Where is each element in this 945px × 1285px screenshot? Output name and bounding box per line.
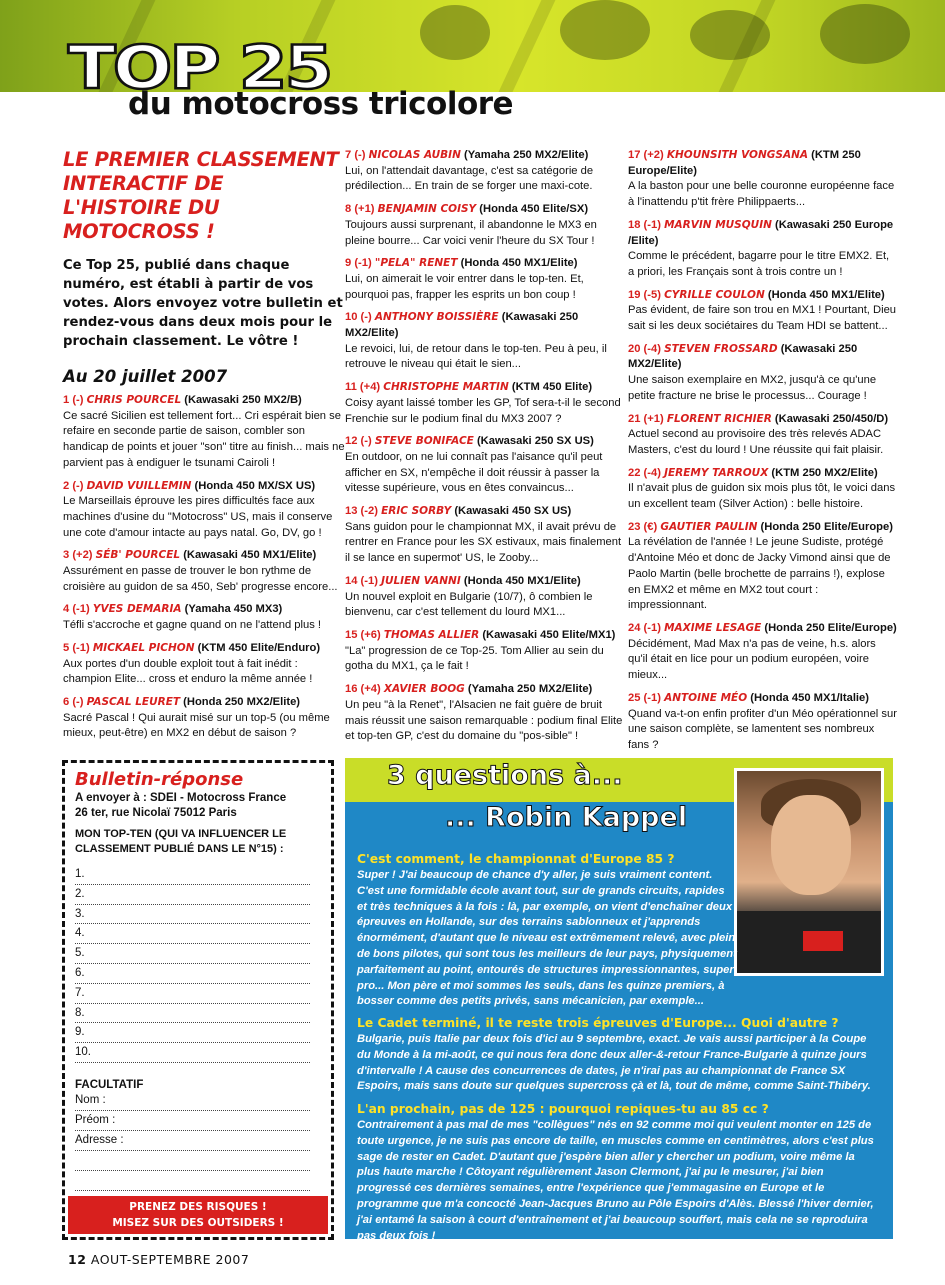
ranking-entry: 13 (-2) ERIC SORBY (Kawasaki 450 SX US) Sans guidon pour le championnat MX, il avait prévu de rentrer en France pour les SX estivaux, mais finalement il se lance en supermot' US, le Zooby... <box>345 505 622 565</box>
rider-silhouette <box>690 10 770 60</box>
answer: Super ! J'ai beaucoup de chance d'y aller, je suis vraiment content. C'est une formidable école avant tout, sur de grands circuits, rapides et très techniques à la fois : là, par exemple, on vient d'enchaîner deux épreuves en Hollande, sur des terrains sablonneux et j'apprends énormément, d'autant que le niveau est extrêmement relevé, avec plein de bons pilotes, qui sont tous les meilleurs de leur pays, physiquement parfaitement au point, entourés de structures impressionnantes, super pro... Mon père et moi sommes les seuls, dans les quinze premiers, à bosser comme des petits privés, sans mécanicien, par exemple... <box>357 869 737 1008</box>
outsiders-banner <box>68 1196 328 1234</box>
cta-line: MISEZ SUR DES OUTSIDERS ! <box>112 1217 284 1229</box>
bulletin-topten-label: MON TOP-TEN (QUI VA INFLUENCER LE CLASSEMENT PUBLIÉ DANS LE N°15) : <box>75 828 287 855</box>
photo-logo <box>803 931 843 951</box>
ranking-entry: 7 (-) NICOLAS AUBIN (Yamaha 250 MX2/Elite) Lui, on l'attendait davantage, c'est sa catégorie de prédilection... En train de se forger une maxi-cote. <box>345 149 594 193</box>
ranking-entry: 17 (+2) KHOUNSITH VONGSANA (KTM 250 Europe/Elite) A la baston pour une belle couronne européenne face à l'inattendu p'tit frère Philippaerts... <box>628 149 895 209</box>
intro-text: Ce Top 25, publié dans chaque numéro, est établi à partir de vos votes. Alors envoyez votre bulletin et rendez-vous dans deux mois pour le prochain classement. Le vôtre ! <box>63 258 343 349</box>
bulletin-address: A envoyer à : SDEI - Motocross France <box>75 792 287 804</box>
facultatif-label: FACULTATIF <box>75 1078 144 1091</box>
ranking-entry: 10 (-) ANTHONY BOISSIÈRE (Kawasaki 250 MX2/Elite) Le revoici, lui, de retour dans le top-ten. Peu à peu, il retrouve le niveau qui était le sien... <box>345 311 607 371</box>
ranking-entry: 12 (-) STEVE BONIFACE (Kawasaki 250 SX US) En outdoor, on ne lui connaît pas l'aisance qu'il peut afficher en SX, n'empêche il doit réussir à passer la vitesse supérieure, vous en êtes convaincus... <box>345 435 603 495</box>
address-field-line[interactable] <box>75 1151 310 1171</box>
rider-silhouette <box>820 4 910 64</box>
firstname-field[interactable]: Préom : <box>75 1111 310 1131</box>
bulletin-reponse-form <box>62 760 334 1240</box>
qa-block <box>357 1100 877 1244</box>
ranking-entry: 25 (-1) ANTOINE MÉO (Honda 450 MX1/Italie) Quand va-t-on enfin profiter d'un Méo opérationnel sur une saison complète, se lamentent ses nombreux fans ? <box>628 691 897 751</box>
rider-silhouette <box>420 5 490 60</box>
topten-line[interactable]: 2. <box>75 885 310 905</box>
name-field[interactable]: Nom : <box>75 1091 310 1111</box>
ranking-entry: 2 (-) DAVID VUILLEMIN (Honda 450 MX/SX US) Le Marseillais éprouve les pires difficultés face aux machines d'usine du "Motocross" US, mais il conserve une cote d'amour intacte au pays natal. Go, DV, go ! <box>63 479 333 539</box>
bulletin-address: 26 ter, rue Nicolaï 75012 Paris <box>75 807 237 819</box>
facultatif-fields <box>75 1091 321 1191</box>
page-subtitle: du motocross tricolore <box>128 86 514 122</box>
topten-line[interactable]: 1. <box>75 865 310 885</box>
question: Le Cadet terminé, il te reste trois épreuves d'Europe... Quoi d'autre ? <box>357 1016 839 1030</box>
column-1 <box>63 148 348 749</box>
page-footer <box>68 1252 249 1267</box>
interview-title: 3 questions à... <box>387 760 623 791</box>
ranking-entry: 3 (+2) SÉB' POURCEL (Kawasaki 450 MX1/Elite) Assurément en passe de trouver le bon rythme de croisière au guidon de sa 450, Seb' progresse encore... <box>63 549 338 593</box>
column-2 <box>345 148 625 752</box>
ranking-entry: 20 (-4) STEVEN FROSSARD (Kawasaki 250 MX2/Elite) Une saison exemplaire en MX2, jusqu'à ce qu'une petite fracture ne brise le processus... Courage ! <box>628 342 877 402</box>
question: C'est comment, le championnat d'Europe 85 ? <box>357 852 675 866</box>
ranking-entry: 18 (-1) MARVIN MUSQUIN (Kawasaki 250 Europe /Elite) Comme le précédent, bagarre pour le titre EMX2. Et, a priori, les Français sont à trois contre un ! <box>628 218 894 278</box>
topten-line[interactable]: 7. <box>75 984 310 1004</box>
banner-stripe <box>499 0 556 92</box>
answer: Bulgarie, puis Italie par deux fois d'ici au 9 septembre, exact. Je vais aussi participer à la Coupe du Monde à la mi-août, ce qui nous fera donc deux aller-&-retour France-Bulgarie à quinze jours d'intervalle ! A cause des concurrences de dates, je n'irai pas au championnat de France SX Espoirs, mais sans doute sur quelques supercross çà et là, tout de même, comme Saint-Thibéry. <box>357 1033 871 1093</box>
ranking-entry: 11 (+4) CHRISTOPHE MARTIN (KTM 450 Elite) Coisy ayant laissé tomber les GP, Tof sera-t-il le second Frenchie sur le podium final du MX3 2007 ? <box>345 381 621 425</box>
entries-list-1 <box>63 393 348 742</box>
topten-line[interactable]: 8. <box>75 1004 310 1024</box>
qa-block <box>357 850 737 1010</box>
ranking-date: Au 20 juillet 2007 <box>63 367 228 386</box>
topten-line[interactable]: 5. <box>75 944 310 964</box>
ranking-entry: 23 (€) GAUTIER PAULIN (Honda 250 Elite/Europe) La révélation de l'année ! Le jeune Sudiste, protégé d'Antoine Méo et donc de Jacky Vimond ainsi que de Paolo Martin (belle brochette de parrains !), explose en EMX2 et même en MX2 tout court : impressionnant. <box>628 520 893 612</box>
qa-block <box>357 1014 877 1095</box>
ranking-entry: 14 (-1) JULIEN VANNI (Honda 450 MX1/Elite) Un nouvel exploit en Bulgarie (10/7), ô combien le bienvenu, car c'est tellement du lourd MX1... <box>345 574 593 619</box>
photo-face <box>771 795 851 895</box>
question: L'an prochain, pas de 125 : pourquoi repiques-tu au 85 cc ? <box>357 1102 769 1116</box>
rider-photo <box>734 768 884 976</box>
interview-box <box>345 758 893 1242</box>
topten-line[interactable]: 3. <box>75 905 310 925</box>
cta-line: PRENEZ DES RISQUES ! <box>129 1201 267 1213</box>
ranking-entry: 22 (-4) JEREMY TARROUX (KTM 250 MX2/Elite) Il n'avait plus de guidon six mois plus tôt, le voici dans un excellent team (Silver Action) : belle histoire. <box>628 466 896 511</box>
answer: Contrairement à pas mal de mes "collègues" nés en 92 comme moi qui veulent monter en 125 de toute urgence, je ne suis pas encore de taille, en muscles comme en centimètres, alors c'est plus sage de rester en Cadet. D'autant que j'espère bien aller y chercher un podium, voire même la plus haute marche ! Côtoyant régulièrement Jason Clermont, j'ai pu le mesurer, j'ai bien progressé ces dernières semaines, entre l'expérience que j'emmagasine en Europe et le programme que m'a concocté Jean-Jacques Bruno au Pôle Espoirs d'Alès. Blessé l'hiver dernier, j'ai entamé la saison à court d'entraînement et j'ai beaucoup souffert, mais cela ne se reproduira pas deux fois ! <box>357 1119 874 1242</box>
ranking-entry: 24 (-1) MAXIME LESAGE (Honda 250 Elite/Europe) Décidément, Mad Max n'a pas de veine, h.s. alors qu'il était en lice pour un podium européen, voire mieux... <box>628 621 897 682</box>
ranking-entry: 15 (+6) THOMAS ALLIER (Kawasaki 450 Elite/MX1) "La" progression de ce Top-25. Tom Allier au sein du gotha du MX1, ça le fait ! <box>345 628 616 673</box>
address-field[interactable]: Adresse : <box>75 1131 310 1151</box>
ranking-entry: 8 (+1) BENJAMIN COISY (Honda 450 Elite/SX) Toujours aussi surprenant, il abandonne le MX3 en pleine bourre... Car voici venir l'heure du SX Tour ! <box>345 203 597 247</box>
intro-headline: LE PREMIER CLASSEMENT INTERACTIF DE L'HISTOIRE DU MOTOCROSS ! <box>63 148 339 243</box>
ranking-entry: 19 (-5) CYRILLE COULON (Honda 450 MX1/Elite) Pas évident, de faire son trou en MX1 ! Pourtant, Dieu sait si les deux sociétaires du Team HDI se battent... <box>628 288 897 333</box>
topten-line[interactable]: 4. <box>75 924 310 944</box>
rider-silhouette <box>560 0 650 60</box>
ranking-entry: 9 (-1) "PELA" RENET (Honda 450 MX1/Elite) Lui, on aimerait le voir entrer dans le top-ten. Et, pourquoi pas, frapper les esprits un bon coup ! <box>345 257 584 301</box>
address-field-line[interactable] <box>75 1171 310 1191</box>
ranking-entry: 1 (-) CHRIS POURCEL (Kawasaki 250 MX2/B) Ce sacré Sicilien est tellement fort... Cri espérait bien se refaire en seconde partie de saison, combler son handicap de points et jouer "son" titre au finish... mais ne parvient pas à endiguer le tsunami Cairoli ! <box>63 394 345 469</box>
page-title: TOP 25 <box>68 32 331 103</box>
issue-date: AOUT-SEPTEMBRE 2007 <box>90 1252 250 1267</box>
column-3 <box>628 148 898 830</box>
page-number: 12 <box>68 1252 87 1267</box>
topten-lines <box>75 865 321 1063</box>
interview-name: ... Robin Kappel <box>445 802 688 833</box>
topten-line[interactable]: 9. <box>75 1023 310 1043</box>
ranking-entry: 6 (-) PASCAL LEURET (Honda 250 MX2/Elite) Sacré Pascal ! Qui aurait misé sur un top-5 (ou même mieux, peut-être) en MX2 en début de saison ? <box>63 695 330 740</box>
topten-line[interactable]: 6. <box>75 964 310 984</box>
ranking-entry: 16 (+4) XAVIER BOOG (Yamaha 250 MX2/Elite) Un peu "à la Renet", l'Alsacien ne fait guère de bruit mais réussit une saison remarquable : podium final Elite et top-ten GP, c'est du domaine du "pos-sible" ! <box>345 683 623 743</box>
ranking-entry: 5 (-1) MICKAEL PICHON (KTM 450 Elite/Enduro) Aux portes d'un double exploit tout à fait inédit : champion Elite... cross et enduro la même année ! <box>63 641 321 686</box>
ranking-entry: 21 (+1) FLORENT RICHIER (Kawasaki 250/450/D) Actuel second au provisoire des très relevés ADAC Masters, c'est du lourd ! Une réussite qui fait plaisir. <box>628 412 889 456</box>
bulletin-title: Bulletin-réponse <box>75 769 244 790</box>
topten-line[interactable]: 10. <box>75 1043 310 1063</box>
ranking-entry: 4 (-1) YVES DEMARIA (Yamaha 450 MX3) Téfli s'accroche et gagne quand on ne l'attend plus ! <box>63 603 322 632</box>
